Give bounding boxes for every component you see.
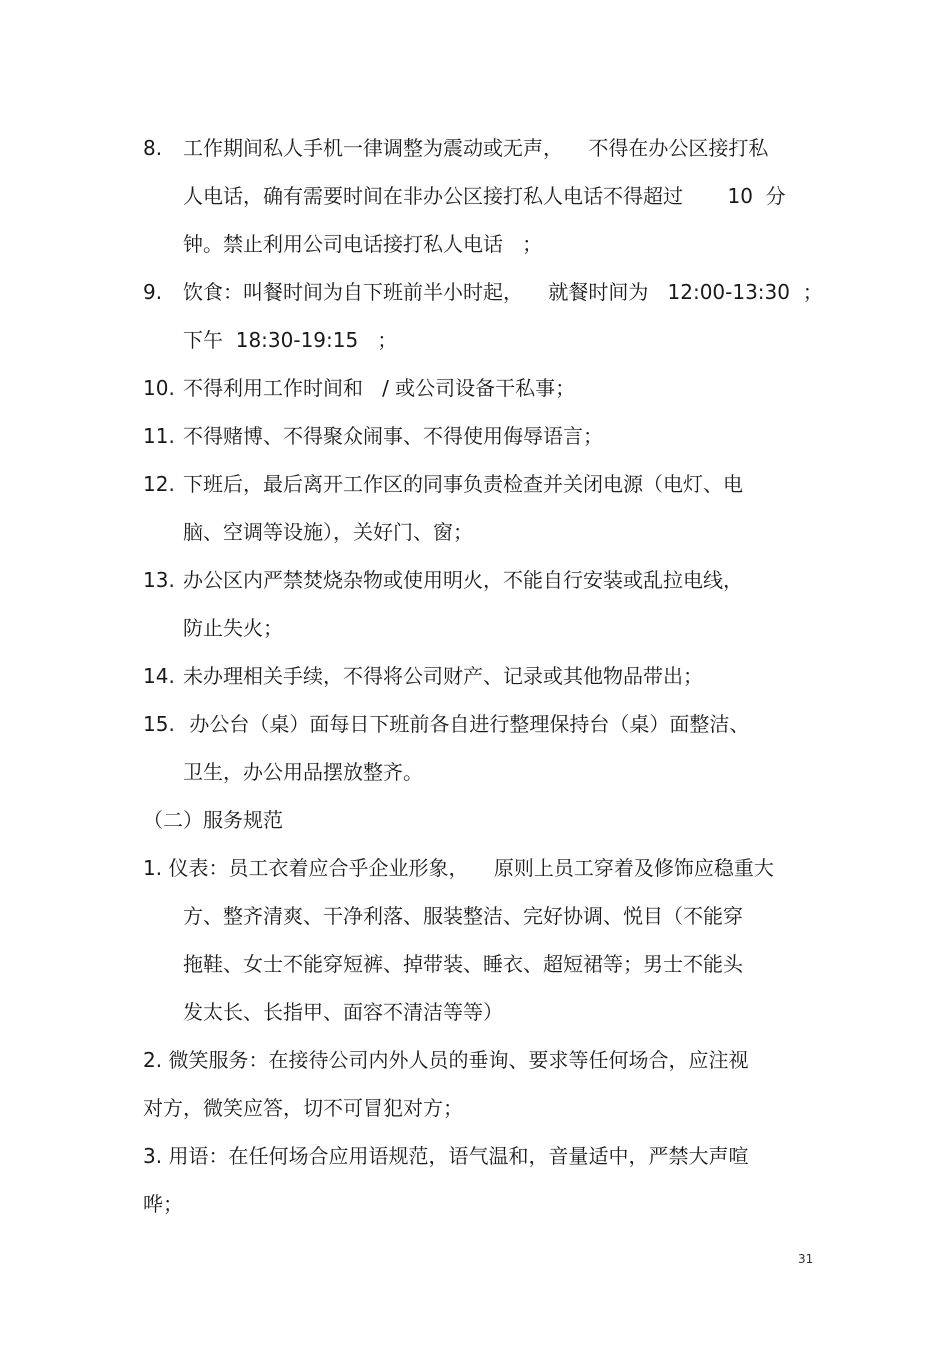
item-number: 11.	[143, 424, 175, 448]
service-item-line: 拖鞋、女士不能穿短裤、掉带装、睡衣、超短裙等；男士不能头	[183, 952, 743, 976]
item-line: 工作期间私人手机一律调整为震动或无声， 不得在办公区接打私	[183, 136, 769, 160]
item-line: 办公区内严禁焚烧杂物或使用明火，不能自行安装或乱拉电线，	[183, 568, 743, 592]
item-number: 12.	[143, 472, 175, 496]
service-item-line: 1. 仪表：员工衣着应合乎企业形象， 原则上员工穿着及修饰应稳重大	[143, 856, 774, 880]
item-number: 14.	[143, 664, 175, 688]
item-line: 饮食：叫餐时间为自下班前半小时起， 就餐时间为 12:00-13:30 ；	[183, 280, 823, 304]
item-line: 下午 18:30-19:15 ；	[183, 328, 398, 352]
item-number: 9.	[143, 280, 163, 304]
service-item-line: 方、整齐清爽、干净利落、服装整洁、完好协调、悦目（不能穿	[183, 904, 743, 928]
item-line: 未办理相关手续，不得将公司财产、记录或其他物品带出；	[183, 664, 703, 688]
item-line: 卫生，办公用品摆放整齐。	[183, 760, 423, 784]
item-line: 人电话，确有需要时间在非办公区接打私人电话不得超过 10 分	[183, 184, 786, 208]
item-number: 13.	[143, 568, 175, 592]
item-line: 办公台（桌）面每日下班前各自进行整理保持台（桌）面整洁、	[183, 712, 750, 736]
item-number: 8.	[143, 136, 163, 160]
item-line: 防止失火；	[183, 616, 283, 640]
item-line: 不得利用工作时间和 / 或公司设备干私事；	[183, 376, 576, 400]
item-number: 15.	[143, 712, 175, 736]
item-line: 不得赌博、不得聚众闹事、不得使用侮辱语言；	[183, 424, 603, 448]
service-item-line: 哗；	[143, 1192, 183, 1216]
item-line: 下班后，最后离开工作区的同事负责检查并关闭电源（电灯、电	[183, 472, 743, 496]
service-item-line: 发太长、长指甲、面容不清洁等等）	[183, 1000, 503, 1024]
item-line: 钟。禁止利用公司电话接打私人电话 ；	[183, 232, 543, 256]
service-item-line: 对方，微笑应答，切不可冒犯对方；	[143, 1096, 463, 1120]
page-number: 31	[798, 1252, 814, 1266]
service-item-line: 2. 微笑服务：在接待公司内外人员的垂询、要求等任何场合，应注视	[143, 1048, 749, 1072]
section-heading: （二）服务规范	[143, 808, 283, 832]
service-item-line: 3. 用语：在任何场合应用语规范，语气温和，音量适中，严禁大声喧	[143, 1144, 749, 1168]
item-number: 10.	[143, 376, 175, 400]
item-line: 脑、空调等设施），关好门、窗；	[183, 520, 473, 544]
